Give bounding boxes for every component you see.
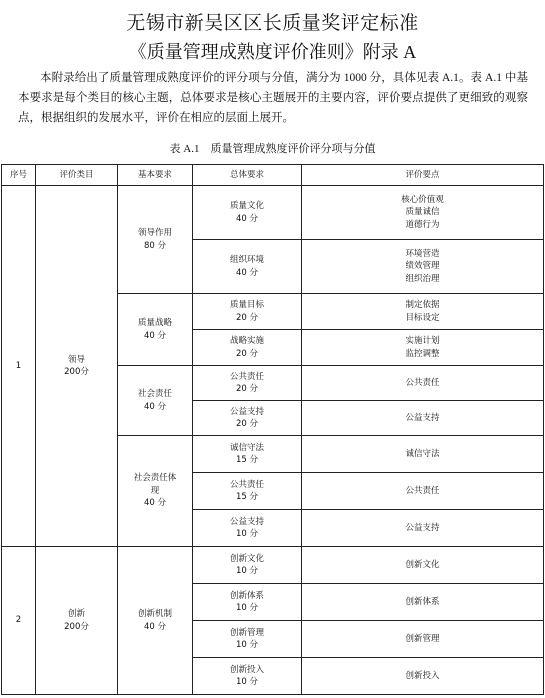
evaluation-point: 创新文化	[405, 559, 440, 570]
evaluation-points-cell	[302, 240, 544, 294]
category-cell: 领导 200分	[36, 186, 118, 547]
document-subtitle: 《质量管理成熟度评价准则》附录 A	[128, 42, 417, 62]
overall-requirement-cell: 公益支持 20 分	[193, 401, 302, 436]
evaluation-point: 制定依据	[405, 300, 440, 310]
document-title: 无锡市新吴区区长质量奖评定标准	[126, 13, 419, 34]
overall-requirement-cell: 组织环境 40 分	[193, 240, 302, 294]
evaluation-points-cell	[302, 658, 544, 695]
table-caption: 表 A.1 质量管理成熟度评价评分项与分值	[169, 143, 376, 155]
header-evaluation-points: 评价要点	[302, 165, 544, 186]
table-header-row	[2, 165, 544, 186]
header-overall-requirement: 总体要求	[193, 165, 302, 186]
evaluation-point: 核心价值观	[401, 194, 444, 205]
evaluation-point: 组织治理	[405, 273, 440, 284]
evaluation-points-cell	[302, 186, 544, 240]
overall-requirement-cell: 创新投入 10 分	[193, 658, 302, 695]
basic-requirement-cell: 社会责任体 现 40 分	[118, 436, 193, 547]
overall-requirement-cell: 质量文化 40 分	[193, 186, 302, 240]
overall-requirement-cell: 诚信守法 15 分	[193, 436, 302, 473]
evaluation-points-cell	[302, 436, 544, 473]
evaluation-points-cell	[302, 330, 544, 366]
scoring-table	[1, 164, 544, 695]
evaluation-point: 诚信守法	[405, 448, 440, 459]
evaluation-point: 监控调整	[405, 348, 440, 359]
evaluation-point: 质量诚信	[405, 207, 440, 218]
basic-requirement-cell: 社会责任 40 分	[118, 366, 193, 436]
evaluation-point: 创新投入	[405, 670, 440, 681]
evaluation-point: 公益支持	[405, 522, 440, 533]
evaluation-points-cell	[302, 294, 544, 330]
evaluation-point: 绩效管理	[405, 261, 440, 272]
intro-paragraph: 本附录给出了质量管理成熟度评价的评分项与分值，满分为 1000 分，具体见表 A.1。表 A.1 中基本要求是每个类目的核心主题，总体要求是核心主题展开的主要内容，评价要点提供了更细致的观察点，根据组织的发展水平，评价在相应的层面上展开。	[18, 72, 528, 124]
evaluation-point: 创新体系	[405, 596, 440, 607]
evaluation-point: 目标设定	[405, 312, 440, 323]
header-basic-requirement: 基本要求	[118, 165, 193, 186]
overall-requirement-cell: 创新文化 10 分	[193, 547, 302, 584]
overall-requirement-cell: 创新体系 10 分	[193, 584, 302, 621]
evaluation-point: 公益支持	[405, 412, 440, 423]
overall-requirement-cell: 创新管理 10 分	[193, 621, 302, 658]
table-row	[2, 186, 544, 240]
evaluation-points-cell	[302, 584, 544, 621]
overall-requirement-cell: 公共责任 20 分	[193, 366, 302, 401]
evaluation-point: 环境营造	[405, 248, 440, 259]
category-cell: 创新 200分	[36, 547, 118, 695]
overall-requirement-cell: 公共责任 15 分	[193, 473, 302, 510]
evaluation-points-cell	[302, 621, 544, 658]
header-seq: 序号	[2, 165, 36, 186]
table-row	[2, 547, 544, 584]
evaluation-point: 创新管理	[405, 633, 440, 644]
evaluation-point: 公共责任	[405, 485, 440, 496]
evaluation-point: 公共责任	[405, 377, 440, 388]
seq-cell: 2	[2, 547, 36, 695]
evaluation-points-cell	[302, 473, 544, 510]
basic-requirement-cell: 领导作用 80 分	[118, 186, 193, 294]
evaluation-point: 道德行为	[405, 219, 440, 230]
overall-requirement-cell: 公益支持 10 分	[193, 510, 302, 547]
basic-requirement-cell: 质量战略 40 分	[118, 294, 193, 366]
evaluation-points-cell	[302, 510, 544, 547]
evaluation-points-cell	[302, 401, 544, 436]
overall-requirement-cell: 战略实施 20 分	[193, 330, 302, 366]
basic-requirement-cell: 创新机制 40 分	[118, 547, 193, 695]
evaluation-points-cell	[302, 366, 544, 401]
evaluation-point: 实施计划	[405, 336, 440, 346]
header-category: 评价类目	[36, 165, 118, 186]
seq-cell: 1	[2, 186, 36, 547]
overall-requirement-cell: 质量目标 20 分	[193, 294, 302, 330]
evaluation-points-cell	[302, 547, 544, 584]
